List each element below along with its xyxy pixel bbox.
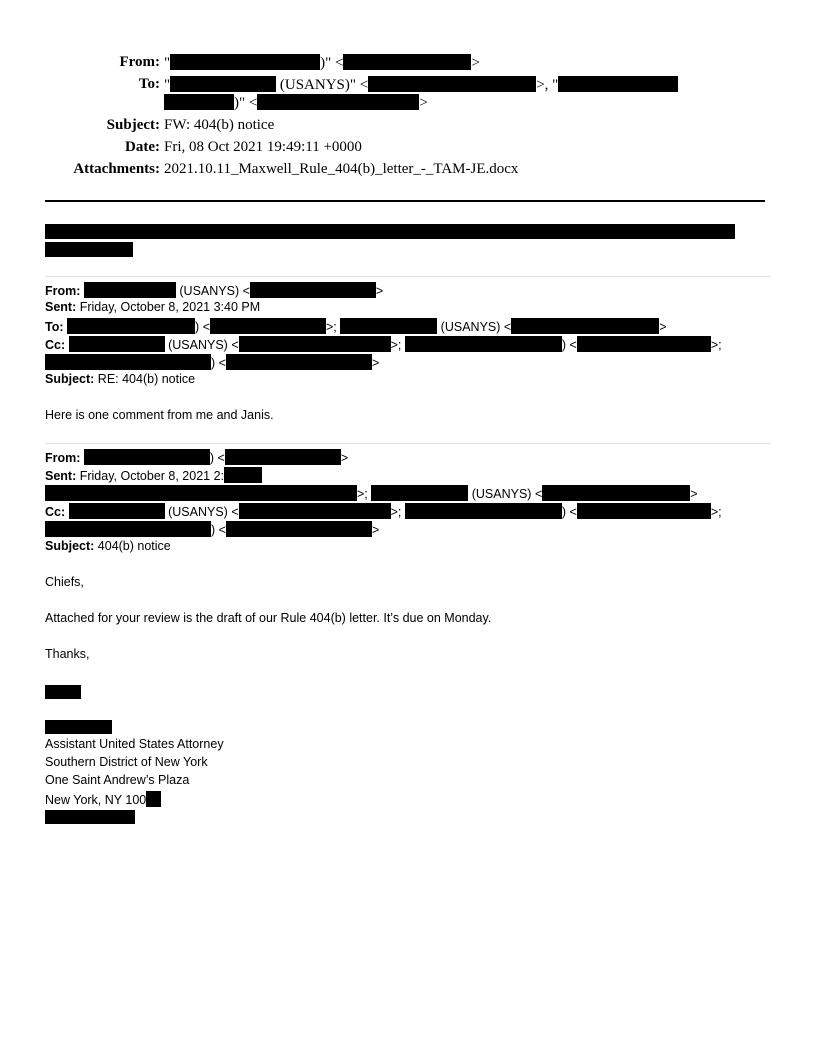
redaction <box>511 318 659 334</box>
redaction <box>239 503 391 519</box>
msg2-from-line: From: ) < > <box>45 451 349 465</box>
redaction <box>67 318 195 334</box>
header-attachments-label: Attachments: <box>73 161 160 177</box>
msg1-subject-line: Subject: RE: 404(b) notice <box>45 372 196 386</box>
redaction <box>250 282 376 298</box>
signature-address-line2: New York, NY 100 <box>45 791 161 807</box>
message-divider <box>45 276 771 277</box>
msg2-sent-line: Sent: Friday, October 8, 2021 2: <box>45 467 262 483</box>
header-to-value-line2: )" < > <box>164 94 428 112</box>
signature-title: Assistant United States Attorney <box>45 737 224 751</box>
redaction <box>210 318 326 334</box>
redaction <box>84 449 210 465</box>
msg1-from-line: From: (USANYS) < > <box>45 284 384 298</box>
redaction <box>170 76 276 92</box>
redaction <box>45 354 211 370</box>
redaction <box>405 503 562 519</box>
redaction <box>226 354 372 370</box>
redaction <box>577 503 711 519</box>
redaction <box>69 503 165 519</box>
redaction <box>343 54 471 70</box>
message-divider <box>45 443 771 444</box>
msg2-to-line: >; (USANYS) < > <box>45 485 698 501</box>
redaction <box>226 521 372 537</box>
msg1-cc-line: Cc: (USANYS) < >; ) < >; <box>45 338 722 352</box>
header-from-label: From: <box>119 54 160 70</box>
msg2-closing: Thanks, <box>45 647 90 661</box>
redaction <box>405 336 562 352</box>
redaction <box>45 720 112 734</box>
msg2-subject-line: Subject: 404(b) notice <box>45 539 171 553</box>
redaction <box>45 224 735 239</box>
redaction <box>340 318 437 334</box>
redaction <box>542 485 690 501</box>
redaction <box>558 76 678 92</box>
msg2-greeting: Chiefs, <box>45 575 84 589</box>
redaction <box>45 521 211 537</box>
header-date-value: Fri, 08 Oct 2021 19:49:11 +0000 <box>164 139 362 155</box>
msg1-to-line: To: ) < >; (USANYS) < > <box>45 320 667 334</box>
header-to-label: To: <box>138 76 160 92</box>
redaction <box>368 76 536 92</box>
redaction <box>239 336 391 352</box>
redaction <box>45 485 357 501</box>
header-to-value: " (USANYS)" < >, " <box>164 76 678 94</box>
header-date-label: Date: <box>125 139 160 155</box>
redaction <box>170 54 320 70</box>
redaction <box>224 467 262 483</box>
attachment-link[interactable]: 2021.10.11_Maxwell_Rule_404(b)_letter_-_TAM-JE.docx <box>164 161 519 177</box>
msg2-body: Attached for your review is the draft of our Rule 404(b) letter. It’s due on Monday. <box>45 611 492 625</box>
header-divider <box>45 200 765 202</box>
redaction <box>146 791 161 807</box>
redaction <box>84 282 176 298</box>
redaction <box>371 485 468 501</box>
msg1-cc-line2: ) < > <box>45 354 379 370</box>
redaction <box>164 94 234 110</box>
signature-address-line1: One Saint Andrew’s Plaza <box>45 773 190 787</box>
redaction <box>577 336 711 352</box>
redaction <box>257 94 419 110</box>
signature-office: Southern District of New York <box>45 755 208 769</box>
redaction <box>69 336 165 352</box>
msg2-cc-line: Cc: (USANYS) < >; ) < >; <box>45 505 722 519</box>
redaction <box>225 449 341 465</box>
header-subject-value: FW: 404(b) notice <box>164 117 275 133</box>
redaction <box>45 685 81 699</box>
msg1-body: Here is one comment from me and Janis. <box>45 408 274 422</box>
header-subject-label: Subject: <box>106 117 160 133</box>
header-from-value: " )" < > <box>164 55 480 71</box>
redaction <box>45 242 133 257</box>
msg1-sent-line: Sent: Friday, October 8, 2021 3:40 PM <box>45 300 261 314</box>
msg2-cc-line2: ) < > <box>45 521 379 537</box>
redaction <box>45 810 135 824</box>
